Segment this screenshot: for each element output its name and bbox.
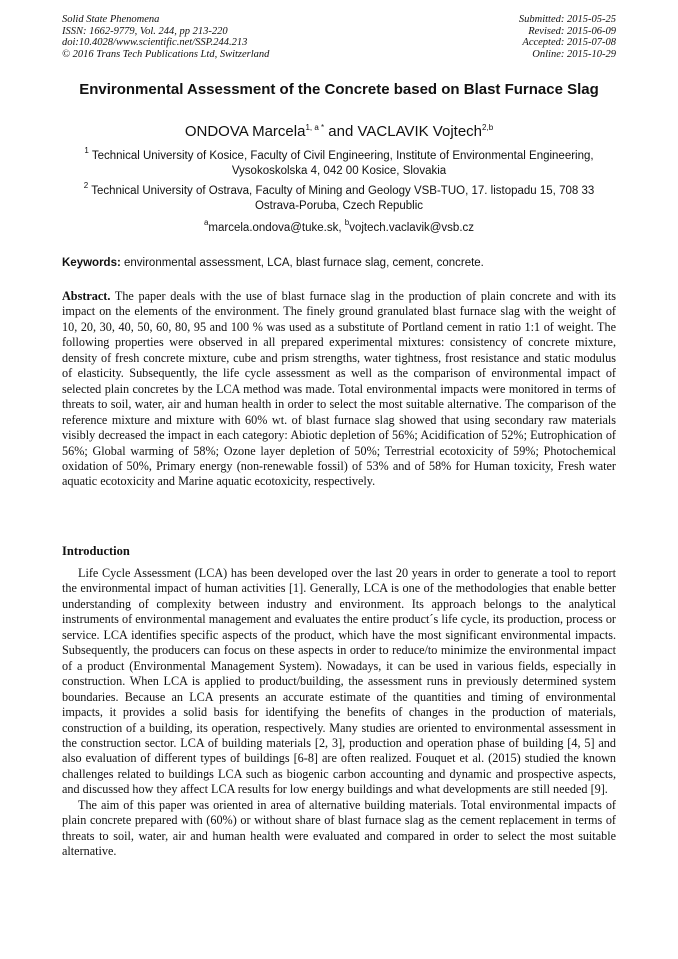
author-emails: [62, 218, 616, 236]
paper-title: Environmental Assessment of the Concrete based on Blast Furnace Slag: [79, 81, 599, 98]
keywords: [62, 256, 616, 271]
affiliation-1: [62, 146, 616, 179]
online-date: Online: 2015-10-29: [532, 48, 616, 60]
affiliation-1-sup: 1: [84, 146, 89, 155]
author-1-sup: 1, a *: [305, 123, 325, 132]
abstract-text: The paper deals with the use of blast furnace slag in the production of plain concrete and with its impact on the elements of the environment. The finely ground granulated blast furnace slag with the weight of 10, 20, 30, 40, 50, 60, 80, 95 and 100 % was used as a substitute of Portland cement in ratio 1:1 of weight. The following properties were observed in all prepared experimental mixtures: consistency of concrete mixture, density of fresh concrete mixture, cube and prism strengths, water tightness, frost resistance and static modulus of elasticity. Subsequently, the life cycle assessment as well as the comparison of environmental impact of selected plain concretes by the LCA method was made. Total environmental impacts were monitored in terms of threats to soil, water, air and human health in order to select the most suitable alternative. The comparison of the reference mixture and mixture with 60% wt. of blast furnace slag showed that using secondary raw materials visibly decreased the impact in each category: Abiotic depletion of 56%; Acidification of 52%; Eutrophication of 56%; Global warming of 58%; Ozone layer depletion of 50%; Terrestrial ecotoxicity of 59%; Photochemical oxidation of 50%, Primary energy (non-renewable fossil) of 53% and of 58% for Human toxicity, Fresh water aquatic ecotoxicity and Marine aquatic ecotoxicity, respectively.: [62, 289, 617, 489]
introduction-paragraph-1: Life Cycle Assessment (LCA) has been developed over the last 20 years in order to generate a tool to report the environmental impact of human activities [1]. Generally, LCA is one of the methodologies that enable better understanding of complexity between industry and environment. Its approach belongs to the analytical instruments of environmental management and evaluates the entire product´s life cycle, its production, process or service. LCA identifies specific aspects of the product, which have the most significant environmental impacts. Subsequently, the producers can focus on these aspects in order to reduce/to minimize the environmental impact of a product (Environmental Management System). Nowadays, it can be used in various fields, especially in construction. When LCA is applied to product/building, the assessment runs in previously determined system boundaries. Because an LCA presents an accurate estimate of the quantities and timing of environmental impacts, it provides a solid basis for identifying the benefits of changes in the production of materials, construction of a building, its operation, respectively. Many studies are oriented to environmental assessment in the construction sector. LCA of building materials [2, 3], production and operation phase of building [4, 5] and also evaluation of different types of buildings [6-8] are often realized. Fouquet et al. (2015) studied the known challenges related to buildings LCA such as biogenic carbon accounting and dynamic and prospective aspects, and discussed how they affect LCA results for low energy buildings and what developments are still needed [9].: [62, 566, 616, 797]
journal-info: [62, 14, 382, 60]
affiliation-2-sup: 2: [83, 181, 89, 190]
introduction-paragraph-2: The aim of this paper was oriented in area of alternative building materials. Total environmental impacts of plain concrete prepared with (60%) or without share of blast furnace slag as the cement replacement in terms of threats to soil, water, air and human health were evaluated and compared in order to select the most suitable alternative.: [62, 797, 616, 859]
doi-line: doi:10.4028/www.scientific.net/SSP.244.213: [62, 37, 248, 48]
affiliation-1-text: Technical University of Kosice, Faculty of Civil Engineering, Institute of Environmental Engineering, Vysokoskolska 4, 042 00 Kosice, Slovakia: [91, 150, 594, 177]
copyright-line: © 2016 Trans Tech Publications Ltd, Switzerland: [62, 48, 270, 60]
keywords-text: environmental assessment, LCA, blast furnace slag, cement, concrete.: [124, 257, 484, 269]
introduction-body: [62, 566, 616, 860]
email-a[interactable]: marcela.ondova@tuke.sk,: [208, 222, 342, 234]
affiliation-2: [62, 181, 616, 214]
author-line: [62, 122, 616, 141]
abstract-label: Abstract.: [62, 289, 111, 303]
revised-date: Revised: 2015-06-09: [528, 25, 616, 37]
author-joiner: and: [328, 123, 354, 140]
publication-dates: [396, 14, 616, 60]
affiliation-2-text: Technical University of Ostrava, Faculty of Mining and Geology VSB-TUO, 17. listopadu 15, 708 33 Ostrava-Poruba, Czech Republic: [91, 185, 595, 212]
abstract: [62, 289, 616, 490]
email-b[interactable]: vojtech.vaclavik@vsb.cz: [349, 222, 475, 234]
introduction-heading: Introduction: [62, 544, 130, 558]
journal-name: Solid State Phenomena: [62, 14, 160, 25]
author-2-sup: 2,b: [482, 123, 494, 132]
issn-line: ISSN: 1662-9779, Vol. 244, pp 213-220: [62, 25, 228, 37]
email-b-sup: b: [344, 218, 350, 227]
submitted-date: Submitted: 2015-05-25: [518, 14, 616, 25]
accepted-date: Accepted: 2015-07-08: [522, 37, 616, 48]
author-2: VACLAVIK Vojtech: [357, 123, 483, 140]
author-1: ONDOVA Marcela: [184, 123, 306, 140]
keywords-label: Keywords:: [62, 257, 121, 269]
email-a-sup: a: [203, 218, 209, 227]
